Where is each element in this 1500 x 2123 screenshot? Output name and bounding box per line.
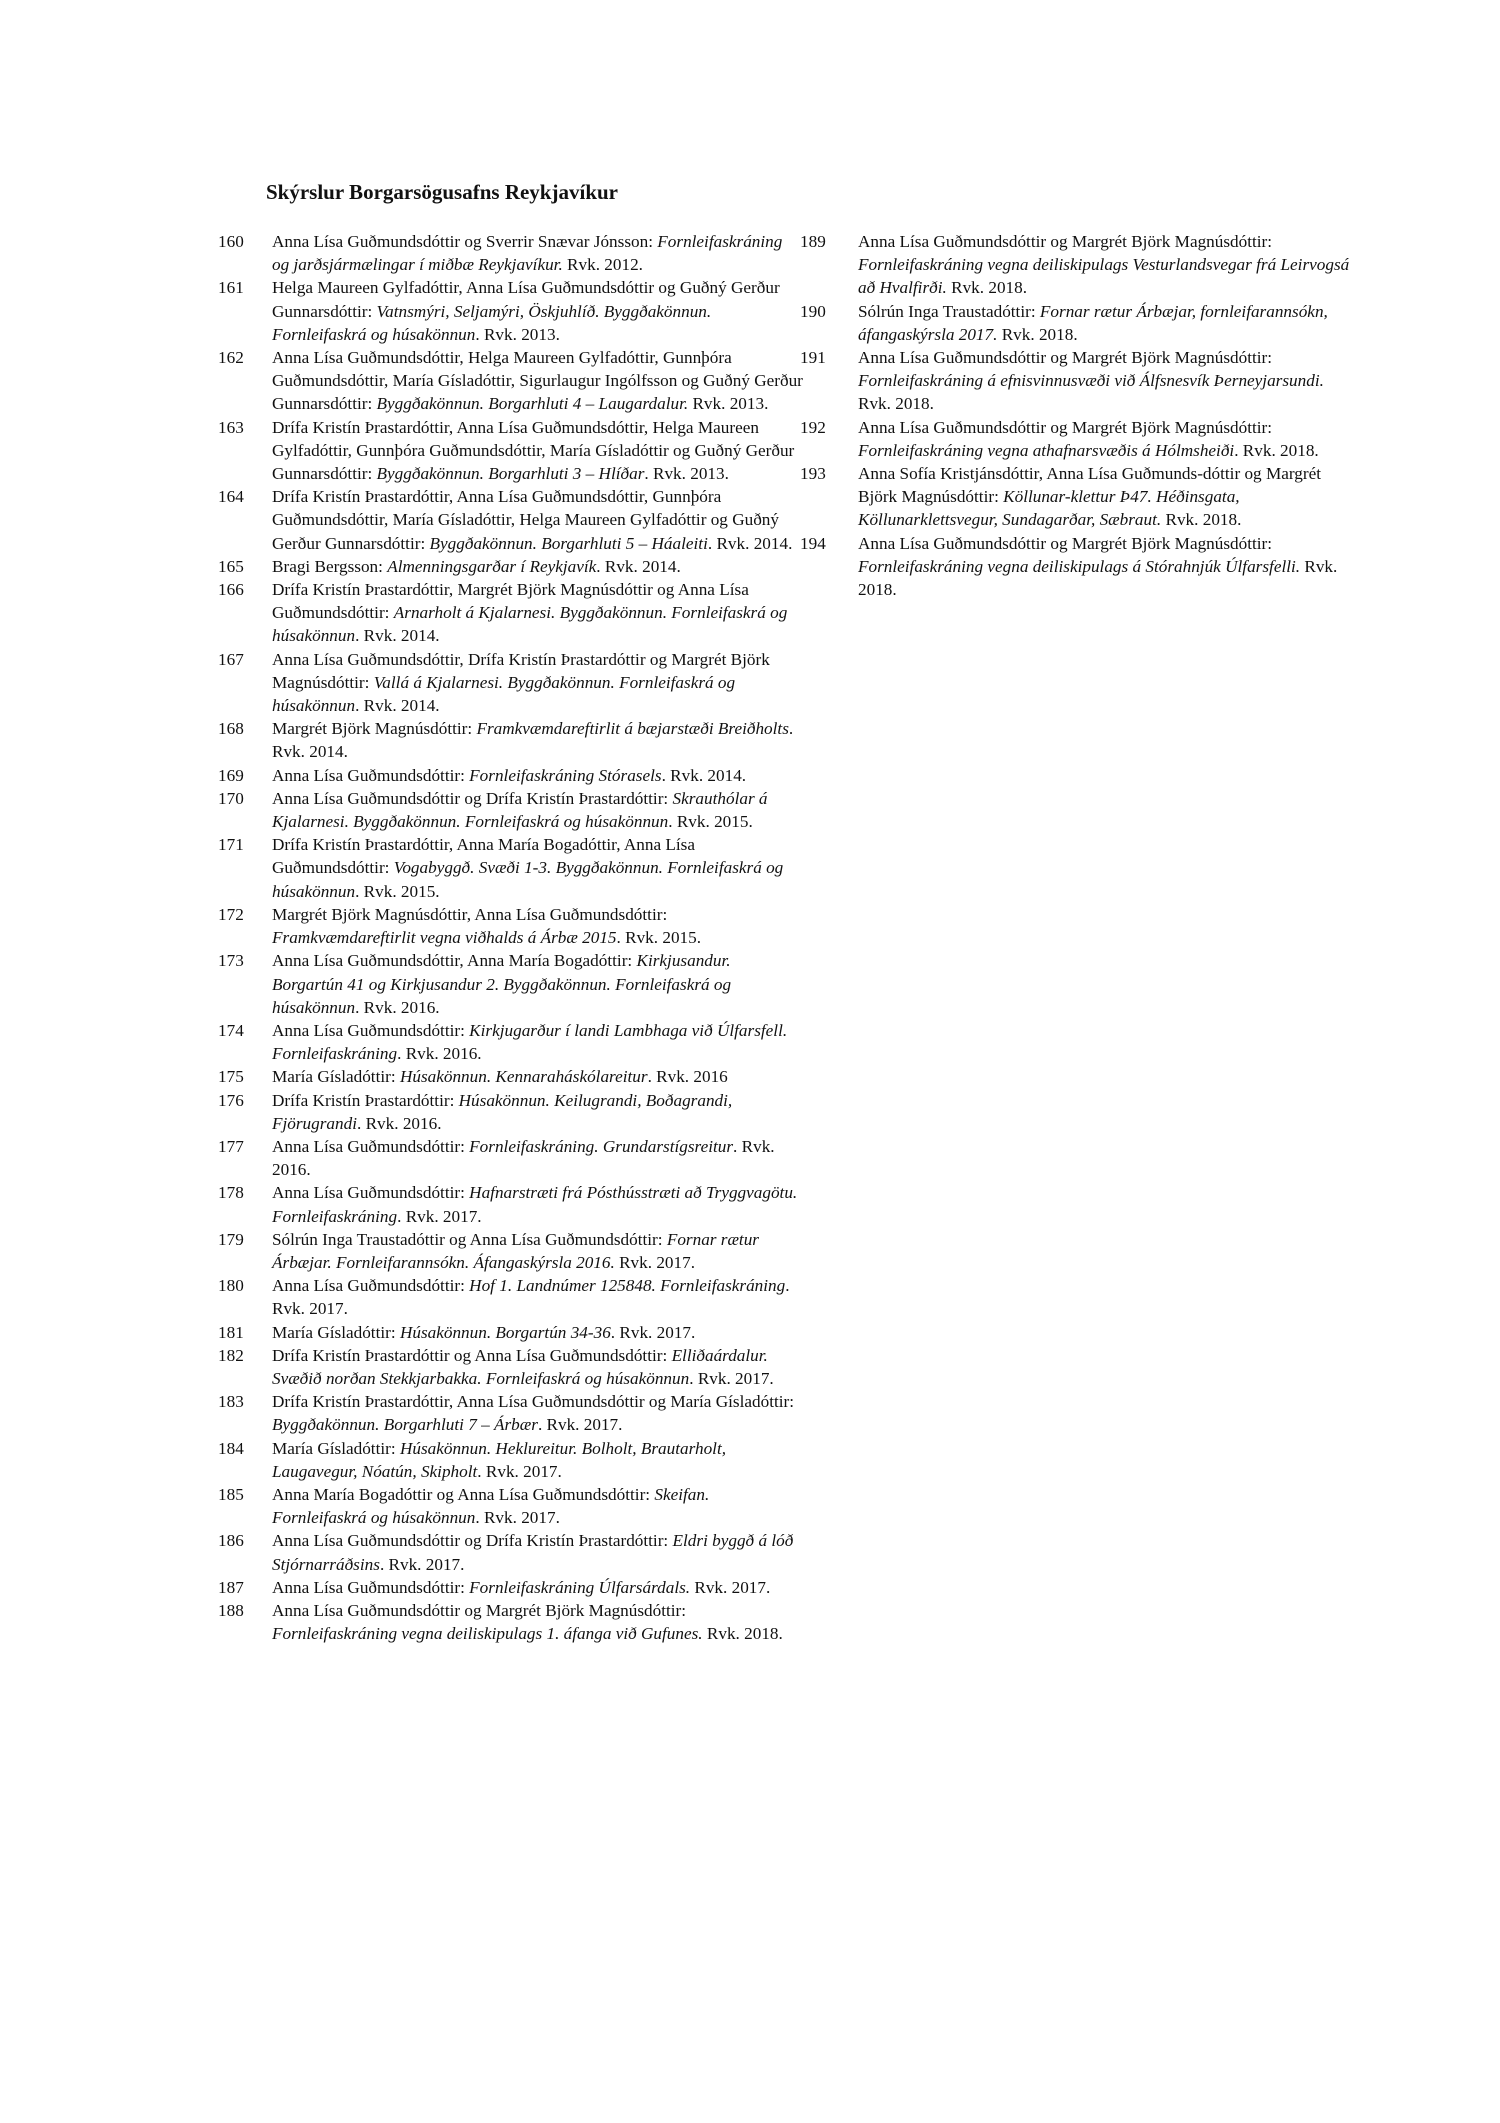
report-number: 173 [218,951,244,971]
report-entry [218,1437,803,1483]
report-authors: Drífa Kristín Þrastardóttir, Anna María Bogadóttir, Anna Lísa Guðmundsdóttir: [272,835,695,878]
report-publication: Rvk. 2017. [694,1577,771,1597]
report-citation [272,1529,803,1575]
report-number: 185 [218,1484,244,1504]
report-entry [218,1274,803,1320]
report-number: 181 [218,1322,244,1342]
report-entry [218,1019,803,1065]
report-publication: . Rvk. 2016. [272,1136,775,1180]
report-publication: . Rvk. 2013. [475,324,560,344]
report-authors: María Gísladóttir: [272,1322,396,1342]
report-publication: . Rvk. 2017. [537,1415,623,1435]
report-publication: . Rvk. 2014. [272,719,794,762]
report-authors: Anna Lísa Guðmundsdóttir og Margrét Björk Magnúsdóttir: [858,417,1273,437]
report-title: Byggðakönnun. Borgarhluti 5 – Háaleiti [429,533,708,553]
report-title: Byggðakönnun. Borgarhluti 7 – Árbær [272,1415,538,1435]
report-entry [218,1321,803,1344]
report-publication: . Rvk. 2017. [397,1206,482,1226]
report-citation [272,1437,803,1483]
report-citation [272,1089,803,1135]
report-number: 167 [218,649,244,669]
report-authors: Anna Sofía Kristjánsdóttir, Anna Lísa Guðmunds-dóttir og Margrét Björk Magnúsdóttir: [858,464,1321,507]
report-authors: Anna Lísa Guðmundsdóttir og Margrét Björk Magnúsdóttir: [858,232,1273,251]
report-citation [858,230,1360,300]
report-publication: . Rvk. 2018. [1234,440,1319,460]
report-publication: . Rvk. 2014. [661,765,747,785]
report-entry [218,833,803,903]
report-number: 189 [800,232,826,251]
report-title: Húsakönnun. Keilugrandi, Boðagrandi, Fjörugrandi [272,1090,733,1133]
report-citation [858,346,1360,416]
report-citation [272,485,803,555]
report-citation [272,787,803,833]
report-authors: Drífa Kristín Þrastardóttir, Anna Lísa Guðmundsdóttir, Helga Maureen Gylfadóttir, Gunnþóra Guðmundsdóttir, María Gísladóttir og Guðný Gerður Gunnarsdóttir: [272,417,795,484]
report-entry [800,346,1360,416]
report-citation [858,462,1360,532]
report-entry [800,230,1360,300]
report-number: 186 [218,1531,244,1551]
report-number: 182 [218,1345,244,1365]
report-citation [272,555,803,578]
report-citation [272,1181,803,1227]
report-publication: . Rvk. 2017. [379,1554,465,1574]
report-number: 188 [218,1600,244,1620]
report-title: Hafnarstræti frá Pósthússtræti að Tryggvagötu. Fornleifaskráning [272,1183,798,1226]
report-entry [218,1390,803,1436]
report-number: 190 [800,301,826,321]
report-publication: . Rvk. 2013. [644,464,729,484]
report-authors: Helga Maureen Gylfadóttir, Anna Lísa Guðmundsdóttir og Guðný Gerður Gunnarsdóttir: [272,278,780,321]
report-title: Fornleifaskráning. Grundarstígsreitur [469,1136,734,1156]
report-citation [272,1274,803,1320]
report-citation [272,346,803,416]
report-publication: . Rvk. 2017. [475,1508,560,1528]
report-publication: Rvk. 2018. [706,1624,783,1644]
report-publication: . Rvk. 2014. [707,533,793,553]
report-number: 177 [218,1136,244,1156]
report-title: Skrauthólar á Kjalarnesi. Byggðakönnun. Fornleifaskrá og húsakönnun [272,788,768,832]
report-title: Köllunar-klettur Þ47. Héðinsgata, Köllunarklettsvegur, Sundagarðar, Sæbraut. [858,487,1240,530]
report-number: 169 [218,765,244,785]
report-number: 175 [218,1067,244,1087]
report-authors: Margrét Björk Magnúsdóttir: [272,719,473,739]
report-number: 174 [218,1020,244,1040]
report-authors: Margrét Björk Magnúsdóttir, Anna Lísa Guðmundsdóttir: [272,904,668,924]
report-title: Fornleifaskráning Stórasels [469,765,662,785]
report-authors: Anna Lísa Guðmundsdóttir: [272,1577,465,1597]
report-citation [272,1228,803,1274]
report-publication: Rvk. 2017. [619,1252,696,1272]
report-publication: . Rvk. 2014. [355,626,440,646]
report-entry [218,1576,803,1599]
report-entry [218,1065,803,1088]
report-title: Byggðakönnun. Borgarhluti 4 – Laugardalur. [376,394,689,414]
report-entry [218,949,803,1019]
report-publication: . Rvk. 2016. [397,1044,482,1064]
report-authors: Anna Lísa Guðmundsdóttir og Sverrir Snævar Jónsson: [272,232,653,251]
report-publication: . Rvk. 2015. [668,812,753,832]
report-authors: Drífa Kristín Þrastardóttir og Anna Lísa Guðmundsdóttir: [272,1345,668,1365]
report-title: Skeifan. Fornleifaskrá og húsakönnun [272,1484,710,1528]
report-title: Húsakönnun. Kennaraháskólareitur [399,1067,648,1087]
report-authors: Anna Lísa Guðmundsdóttir: [272,1020,465,1040]
report-authors: Sólrún Inga Traustadóttir og Anna Lísa Guðmundsdóttir: [272,1229,663,1249]
report-citation [272,717,803,763]
report-entry [218,903,803,949]
report-entry [218,1529,803,1575]
report-number: 180 [218,1276,244,1296]
report-title: Vallá á Kjalarnesi. Byggðakönnun. Fornleifaskrá og húsakönnun [272,672,736,716]
report-publication: Rvk. 2018. [951,278,1028,298]
report-title: Fornar rætur Árbæjar, fornleifarannsókn, áfangaskýrsla 2017. [858,301,1328,344]
report-citation [272,1065,803,1088]
report-authors: Anna Lísa Guðmundsdóttir: [272,1276,465,1296]
report-entry [218,416,803,486]
report-entry [800,532,1360,602]
report-entry [218,1135,803,1181]
report-title: Kirkjugarður í landi Lambhaga við Úlfarsfell. Fornleifaskráning [272,1020,788,1064]
report-publication: . Rvk. 2015. [355,881,440,901]
report-entry [218,555,803,578]
report-citation [272,1483,803,1529]
report-publication: Rvk. 2018. [1165,510,1242,530]
report-entry [218,1599,803,1645]
report-title: Framkvæmdareftirlit vegna viðhalds á Árbæ 2015 [272,928,617,948]
report-number: 191 [800,348,826,368]
report-entry [218,787,803,833]
report-number: 176 [218,1090,244,1110]
report-entry [218,1483,803,1529]
report-citation [272,1576,803,1599]
report-number: 179 [218,1229,244,1249]
report-citation [272,1019,803,1065]
report-number: 183 [218,1392,244,1412]
report-citation [858,532,1360,602]
report-authors: Drífa Kristín Þrastardóttir, Margrét Björk Magnúsdóttir og Anna Lísa Guðmundsdóttir: [272,580,749,623]
report-publication: Rvk. 2018. [858,556,1338,600]
report-authors: Drífa Kristín Þrastardóttir, Anna Lísa Guðmundsdóttir og María Gísladóttir: [272,1392,795,1412]
report-title: Fornleifaskráning vegna deiliskipulags á Stórahnjúk Úlfarsfelli. [858,556,1301,576]
report-citation [272,1390,803,1436]
report-authors: Bragi Bergsson: [272,556,383,576]
report-entry [218,276,803,346]
report-publication: Rvk. 2013. [692,394,769,414]
report-number: 165 [218,556,244,576]
report-entry [218,578,803,648]
report-number: 163 [218,417,244,437]
report-number: 178 [218,1183,244,1203]
report-title: Húsakönnun. Heklureitur. Bolholt, Brautarholt, Laugavegur, Nóatún, Skipholt [272,1438,727,1481]
report-citation [272,1321,803,1344]
report-publication: . Rvk. 2016. [357,1113,442,1133]
report-title: Vogabyggð. Svæði 1-3. Byggðakönnun. Fornleifaskrá og húsakönnun [272,858,784,901]
report-authors: Anna Lísa Guðmundsdóttir og Drífa Kristín Þrastardóttir: [272,1531,669,1551]
report-citation [272,949,803,1019]
report-entry [218,1228,803,1274]
report-publication: . Rvk. 2017. [272,1276,790,1319]
report-authors: Anna Lísa Guðmundsdóttir: [272,1136,465,1156]
report-citation [272,764,803,787]
report-number: 172 [218,904,244,924]
report-title: Almenningsgarðar í Reykjavík [387,556,597,576]
report-authors: Anna Lísa Guðmundsdóttir og Margrét Björk Magnúsdóttir: [272,1600,687,1620]
report-authors: María Gísladóttir: [272,1067,396,1087]
report-title: Arnarholt á Kjalarnesi. Byggðakönnun. Fornleifaskrá og húsakönnun [272,603,788,646]
report-number: 187 [218,1577,244,1597]
report-citation [858,300,1360,346]
report-title: Framkvæmdareftirlit á bæjarstæði Breiðholts [476,719,789,739]
report-authors: Anna María Bogadóttir og Anna Lísa Guðmundsdóttir: [272,1484,651,1504]
report-entry [800,416,1360,462]
report-authors: Anna Lísa Guðmundsdóttir: [272,765,465,785]
left-column [218,230,803,1645]
report-citation [858,416,1360,462]
report-number: 161 [218,278,244,298]
report-authors: María Gísladóttir: [272,1438,396,1458]
report-publication: . Rvk. 2015. [616,928,702,948]
report-authors: Sólrún Inga Traustadóttir: [858,301,1036,321]
report-title: Elliðaárdalur. Svæðið norðan Stekkjarbakka. Fornleifaskrá og húsakönnun [272,1345,768,1388]
report-title: Fornleifaskráning Úlfarsárdals. [469,1577,691,1597]
report-publication: Rvk. 2018. [858,394,934,414]
report-citation [272,903,803,949]
right-column [800,230,1360,601]
report-publication: Rvk. 2012. [567,255,643,275]
report-number: 184 [218,1438,244,1458]
page-heading: Skýrslur Borgarsögusafns Reykjavíkur [266,180,618,204]
report-citation [272,1135,803,1181]
report-publication: . Rvk. 2014. [355,696,440,716]
report-title: Húsakönnun. Borgartún 34-36 [399,1322,611,1342]
report-number: 166 [218,580,244,600]
report-authors: Anna Lísa Guðmundsdóttir, Helga Maureen Gylfadóttir, Gunnþóra Guðmundsdóttir, María Gísladóttir, Sigurlaugur Ingólfsson og Guðný Gerður Gunnarsdóttir: [272,348,803,414]
report-entry [218,346,803,416]
report-entry [800,462,1360,532]
report-number: 170 [218,788,244,808]
report-entry [800,300,1360,346]
report-publication: . Rvk. 2017. [477,1461,562,1481]
report-citation [272,648,803,718]
report-title: Eldri byggð á lóð Stjórnarráðsins [272,1531,794,1574]
report-entry [218,1089,803,1135]
report-title: Fornleifaskráning á efnisvinnusvæði við Álfsnesvík Þerneyjarsundi. [858,371,1324,391]
report-citation [272,276,803,346]
report-entry [218,230,803,276]
report-entry [218,717,803,763]
report-entry [218,1181,803,1227]
report-citation [272,230,803,276]
report-citation [272,1344,803,1390]
report-number: 168 [218,719,244,739]
report-title: Vatnsmýri, Seljamýri, Öskjuhlíð. Byggðakönnun. Fornleifaskrá og húsakönnun [272,301,712,344]
report-authors: Anna Lísa Guðmundsdóttir, Anna María Bogadóttir: [272,951,633,971]
report-citation [272,578,803,648]
report-publication: . Rvk. 2016. [355,997,440,1017]
report-title: Hof 1. Landnúmer 125848. Fornleifaskráning [469,1276,786,1296]
report-title: Kirkjusandur. Borgartún 41 og Kirkjusandur 2. Byggðakönnun. Fornleifaskrá og húsakönnun [272,951,732,1017]
report-authors: Anna Lísa Guðmundsdóttir og Margrét Björk Magnúsdóttir: [858,533,1273,553]
report-number: 171 [218,835,244,855]
report-citation [272,416,803,486]
report-number: 194 [800,533,826,553]
report-number: 162 [218,348,244,368]
report-publication: . Rvk. 2014. [596,556,681,576]
report-authors: Drífa Kristín Þrastardóttir: [272,1090,455,1110]
report-number: 193 [800,464,826,484]
report-entry [218,764,803,787]
report-entry [218,648,803,718]
report-publication: Rvk. 2018. [1001,324,1078,344]
report-entry [218,1344,803,1390]
report-citation [272,1599,803,1645]
report-title: Fornleifaskráning og jarðsjármælingar í miðbæ Reykjavíkur. [272,232,783,275]
report-authors: Drífa Kristín Þrastardóttir, Anna Lísa Guðmundsdóttir, Gunnþóra Guðmundsdóttir, María Gísladóttir, Helga Maureen Gylfadóttir og Guðný Gerður Gunnarsdóttir: [272,487,779,553]
report-title: Fornleifaskráning vegna athafnarsvæðis á Hólmsheiði [858,440,1235,460]
report-publication: . Rvk. 2017. [689,1368,774,1388]
report-authors: Anna Lísa Guðmundsdóttir, Drífa Kristín Þrastardóttir og Margrét Björk Magnúsdóttir: [272,649,770,692]
report-authors: Anna Lísa Guðmundsdóttir og Margrét Björk Magnúsdóttir: [858,348,1273,368]
report-publication: . Rvk. 2016 [647,1067,728,1087]
report-number: 192 [800,417,826,437]
report-title: Fornar rætur Árbæjar. Fornleifarannsókn. Áfangaskýrsla 2016. [272,1229,759,1272]
report-number: 164 [218,487,244,507]
report-publication: . Rvk. 2017. [610,1322,696,1342]
report-authors: Anna Lísa Guðmundsdóttir og Drífa Kristín Þrastardóttir: [272,788,669,808]
report-title: Byggðakönnun. Borgarhluti 3 – Hlíðar [376,464,645,484]
report-title: Fornleifaskráning vegna deiliskipulags Vesturlandsvegar frá Leirvogsá að Hvalfirði. [858,255,1350,298]
report-title: Fornleifaskráning vegna deiliskipulags 1. áfanga við Gufunes. [272,1624,703,1644]
report-authors: Anna Lísa Guðmundsdóttir: [272,1183,465,1203]
report-number: 160 [218,232,244,251]
report-citation [272,833,803,903]
report-entry [218,485,803,555]
